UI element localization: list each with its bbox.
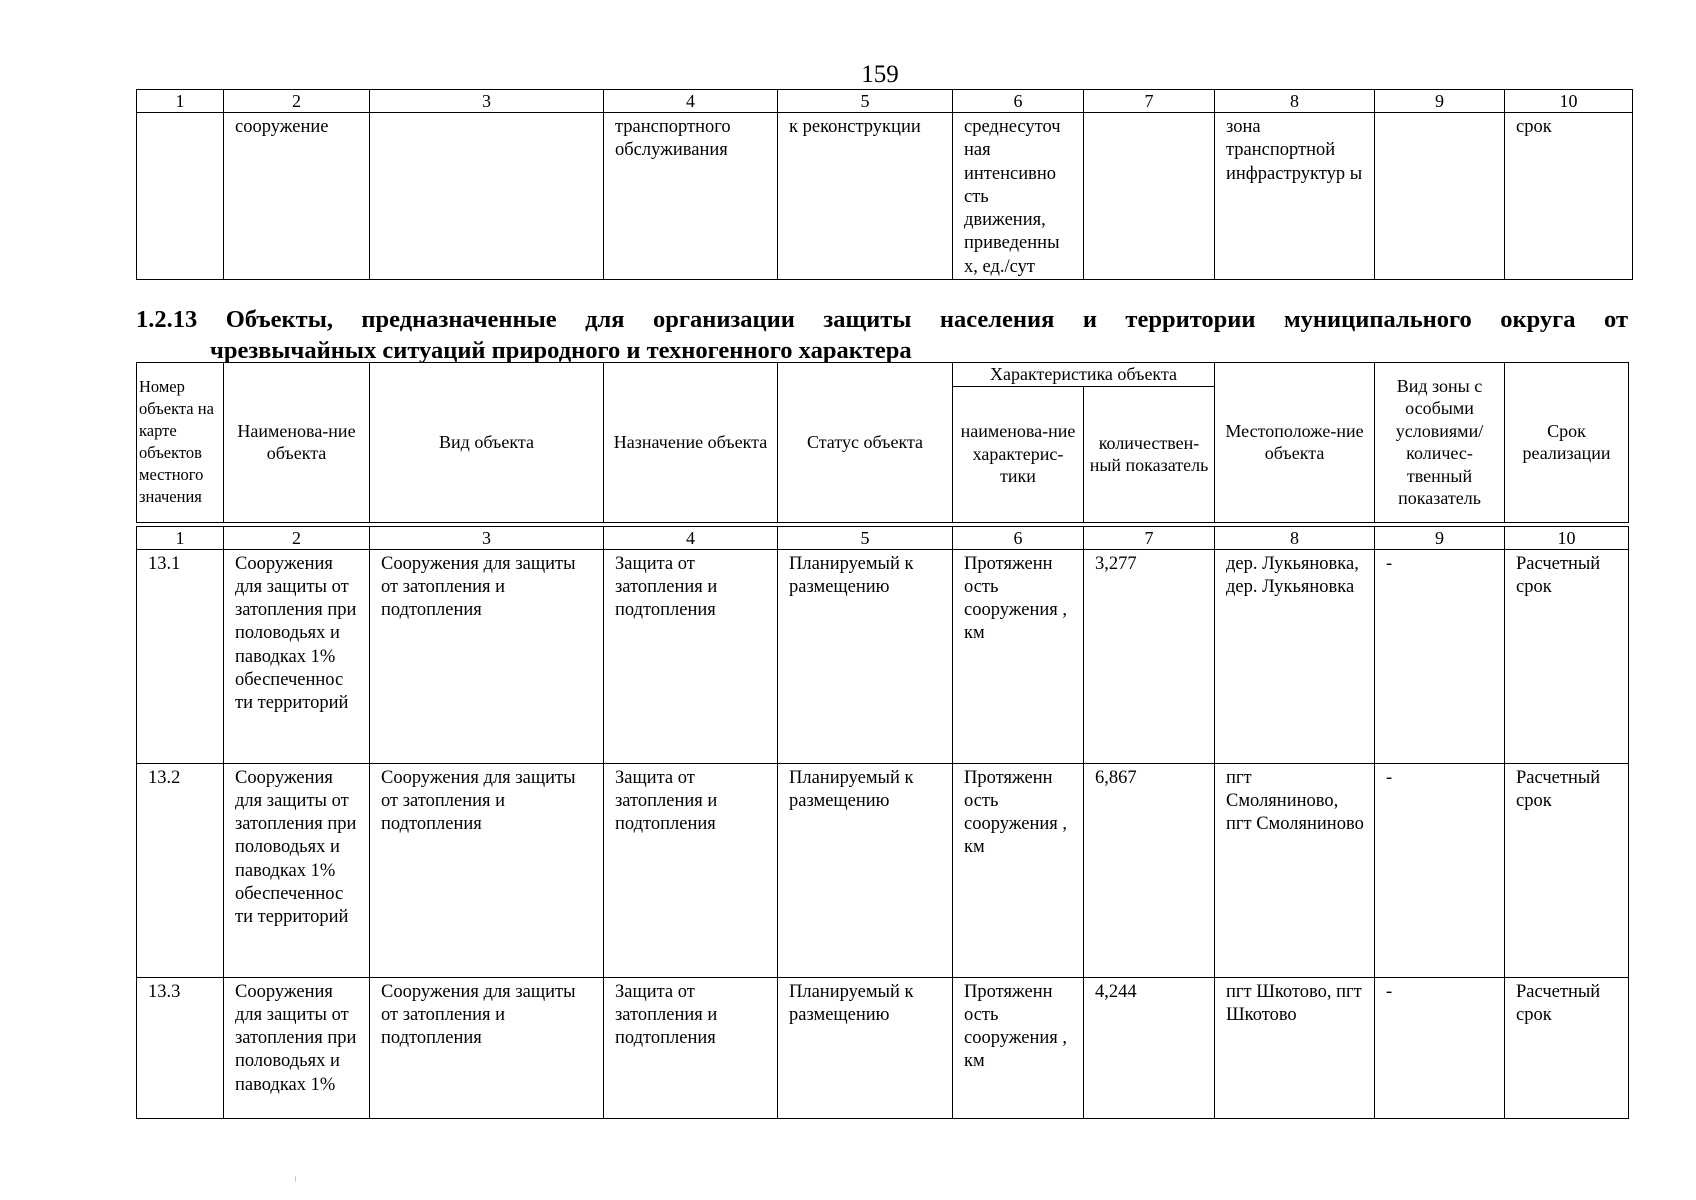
col-num: 4: [604, 526, 778, 549]
col-num: 3: [370, 526, 604, 549]
header-object-name: Наименова-ние объекта: [224, 363, 370, 523]
col-num: 2: [224, 90, 370, 113]
cell-char-value: 6,867: [1084, 763, 1215, 977]
cell-id: 13.2: [137, 763, 224, 977]
cell-location: пгт Шкотово, пгт Шкотово: [1215, 977, 1375, 1118]
cell-char-name: Протяженн ость сооружения , км: [953, 763, 1084, 977]
cell-purpose: Защита от затопления и подтопления: [604, 977, 778, 1118]
cell-location: дер. Лукьяновка, дер. Лукьяновка: [1215, 549, 1375, 763]
col-num: 5: [778, 526, 953, 549]
header-term: Срок реализации: [1505, 363, 1629, 523]
heading-word: предназначенные: [361, 306, 557, 333]
header-zone: Вид зоны с особыми условиями/ количес-твенный показатель: [1375, 363, 1505, 523]
cell: сооружение: [224, 113, 370, 280]
cell-purpose: Защита от затопления и подтопления: [604, 549, 778, 763]
header-object-type: Вид объекта: [370, 363, 604, 523]
scan-artifact: [295, 1176, 296, 1182]
column-number-row: [137, 526, 1629, 549]
objects-table: [136, 362, 1629, 1119]
cell-term: Расчетный срок: [1505, 977, 1629, 1118]
col-num: 1: [137, 90, 224, 113]
col-num: 9: [1375, 90, 1505, 113]
table-row: [137, 763, 1629, 977]
cell-name: Сооружения для защиты от затопления при половодьях и паводках 1%: [224, 977, 370, 1118]
heading-word: населения: [939, 306, 1055, 333]
column-number-row: [137, 90, 1633, 113]
col-num: 8: [1215, 526, 1375, 549]
cell-term: Расчетный срок: [1505, 549, 1629, 763]
cell-zone: -: [1375, 977, 1505, 1118]
cell: [1375, 113, 1505, 280]
col-num: 3: [370, 90, 604, 113]
cell-id: 13.1: [137, 549, 224, 763]
cell-term: Расчетный срок: [1505, 763, 1629, 977]
cell-type: Сооружения для защиты от затопления и подтопления: [370, 763, 604, 977]
cell: [137, 113, 224, 280]
col-num: 6: [953, 526, 1084, 549]
section-heading: [136, 304, 1628, 366]
col-num: 7: [1084, 526, 1215, 549]
heading-word: защиты: [823, 306, 912, 333]
continuation-row: [137, 113, 1633, 280]
heading-word: для: [585, 306, 625, 333]
cell-name: Сооружения для защиты от затопления при половодьях и паводках 1% обеспеченнос ти территорий: [224, 763, 370, 977]
col-num: 2: [224, 526, 370, 549]
col-num: 5: [778, 90, 953, 113]
section-number: 1.2.13: [136, 306, 198, 333]
cell-status: Планируемый к размещению: [778, 977, 953, 1118]
cell-char-value: 3,277: [1084, 549, 1215, 763]
header-characteristic-group: Характеристика объекта: [953, 363, 1215, 387]
table-row: [137, 549, 1629, 763]
cell-name: Сооружения для защиты от затопления при половодьях и паводках 1% обеспеченнос ти территорий: [224, 549, 370, 763]
cell-type: Сооружения для защиты от затопления и подтопления: [370, 549, 604, 763]
cell-zone: -: [1375, 549, 1505, 763]
header-object-status: Статус объекта: [778, 363, 953, 523]
cell-id: 13.3: [137, 977, 224, 1118]
header-characteristic-name: наименова-ние характерис-тики: [953, 386, 1084, 522]
heading-word: территории: [1125, 306, 1256, 333]
heading-word: округа: [1500, 306, 1576, 333]
table-row: [137, 977, 1629, 1118]
cell: срок: [1505, 113, 1633, 280]
cell-zone: -: [1375, 763, 1505, 977]
heading-word: Объекты,: [225, 306, 333, 333]
cell-location: пгт Смоляниново, пгт Смоляниново: [1215, 763, 1375, 977]
col-num: 1: [137, 526, 224, 549]
page-number: 159: [861, 61, 899, 88]
cell-status: Планируемый к размещению: [778, 549, 953, 763]
cell: среднесуточ ная интенсивно сть движения, приведенны х, ед./сут: [953, 113, 1084, 280]
heading-word: и: [1082, 306, 1097, 333]
col-num: 7: [1084, 90, 1215, 113]
col-num: 10: [1505, 526, 1629, 549]
col-num: 4: [604, 90, 778, 113]
cell-char-value: 4,244: [1084, 977, 1215, 1118]
cell: к реконструкции: [778, 113, 953, 280]
cell: транспортного обслуживания: [604, 113, 778, 280]
section-heading-line2: чрезвычайных ситуаций природного и техногенного характера: [210, 337, 912, 364]
cell: зона транспортной инфраструктур ы: [1215, 113, 1375, 280]
section-heading-line1: [136, 304, 1628, 335]
col-num: 10: [1505, 90, 1633, 113]
header-object-purpose: Назначение объекта: [604, 363, 778, 523]
col-num: 8: [1215, 90, 1375, 113]
header-characteristic-value: количествен-ный показатель: [1084, 386, 1215, 522]
heading-word: от: [1604, 306, 1628, 333]
col-num: 6: [953, 90, 1084, 113]
heading-word: муниципального: [1283, 306, 1472, 333]
cell: [1084, 113, 1215, 280]
cell-char-name: Протяженн ость сооружения , км: [953, 549, 1084, 763]
cell-char-name: Протяженн ость сооружения , км: [953, 977, 1084, 1118]
cell: [370, 113, 604, 280]
cell-purpose: Защита от затопления и подтопления: [604, 763, 778, 977]
continuation-table: [136, 89, 1633, 280]
col-num: 9: [1375, 526, 1505, 549]
header-location: Местоположе-ние объекта: [1215, 363, 1375, 523]
header-row: [137, 363, 1629, 387]
cell-type: Сооружения для защиты от затопления и подтопления: [370, 977, 604, 1118]
header-object-number: Номер объекта на карте объектов местного значения: [137, 363, 224, 523]
heading-word: организации: [652, 306, 795, 333]
cell-status: Планируемый к размещению: [778, 763, 953, 977]
